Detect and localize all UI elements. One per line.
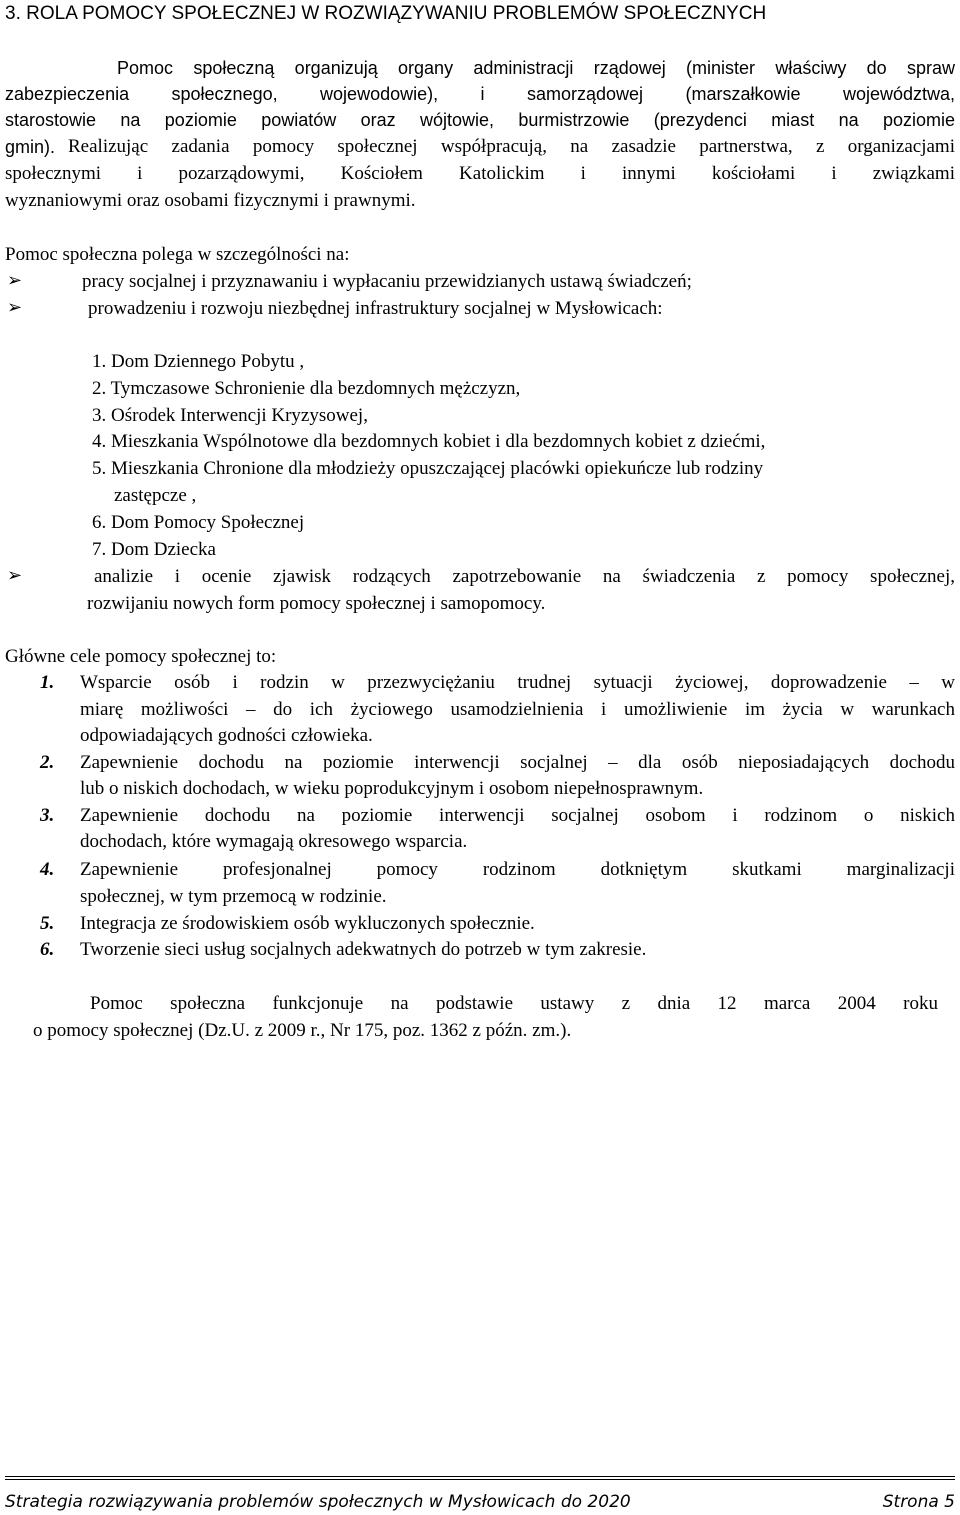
bullet-arrow-icon: ➢	[7, 297, 23, 318]
facility-item: 2. Tymczasowe Schronienie dla bezdomnych mężczyzn,	[92, 378, 521, 399]
facility-item: 6. Dom Pomocy Społecznej	[92, 512, 305, 533]
goal-number: 6.	[40, 939, 55, 960]
intro-line-2: zabezpieczenia społecznego, wojewodowie), i samorządowej (marszałkowie województwa,	[5, 84, 955, 104]
goal-1-line-3: odpowiadających godności człowieka.	[80, 725, 373, 746]
intro-line-1: Pomoc społeczną organizują organy administracji rządowej (minister właściwy do spraw	[117, 58, 955, 78]
bullet-item-2: prowadzeniu i rozwoju niezbędnej infrastruktury socjalnej w Mysłowicach:	[88, 298, 663, 319]
intro-line-5: społecznymi i pozarządowymi, Kościołem Katolickim i innymi kościołami i związkami	[5, 163, 955, 184]
facility-item-continued: zastępcze ,	[114, 485, 197, 506]
closing-line-1: Pomoc społeczna funkcjonuje na podstawie ustawy z dnia 12 marca 2004 roku	[90, 993, 938, 1014]
facility-item: 1. Dom Dziennego Pobytu ,	[92, 351, 305, 372]
goal-4-line-2: społecznej, w tym przemocą w rodzinie.	[80, 886, 387, 907]
bullet-item-1: pracy socjalnej i przyznawaniu i wypłacaniu przewidzianych ustawą świadczeń;	[82, 271, 692, 292]
footer-title: Strategia rozwiązywania problemów społecznych w Mysłowicach do 2020	[5, 1492, 631, 1512]
facility-item: 5. Mieszkania Chronione dla młodzieży opuszczającej placówki opiekuńcze lub rodziny	[92, 458, 764, 479]
intro-line-6: wyznaniowymi oraz osobami fizycznymi i prawnymi.	[5, 190, 416, 211]
goal-number: 5.	[40, 913, 55, 934]
goal-1-line-1: Wsparcie osób i rodzin w przezwyciężaniu trudnej sytuacji życiowej, doprowadzenie – w	[80, 672, 955, 693]
goal-4-line-1: Zapewnienie profesjonalnej pomocy rodzinom dotkniętym skutkami marginalizacji	[80, 859, 955, 880]
facility-item: 7. Dom Dziecka	[92, 539, 216, 560]
goal-number: 1.	[40, 672, 55, 693]
footer-rule	[5, 1479, 955, 1480]
goal-number: 3.	[40, 805, 55, 826]
goal-1-line-2: miarę możliwości – do ich życiowego usamodzielnienia i umożliwienie im życia w warunkach	[80, 699, 955, 720]
page-footer	[5, 1490, 955, 1514]
facility-item: 4. Mieszkania Wspólnotowe dla bezdomnych kobiet i dla bezdomnych kobiet z dziećmi,	[92, 431, 766, 452]
bullet-arrow-icon: ➢	[7, 565, 23, 586]
intro-line-4a: gmin).	[5, 137, 56, 157]
intro-line-3: starostowie na poziomie powiatów oraz wójtowie, burmistrzowie (prezydenci miast na poziomie	[5, 110, 955, 130]
footer-rule	[5, 1476, 955, 1477]
goal-2-line-1: Zapewnienie dochodu na poziomie interwencji socjalnej – dla osób nieposiadających dochodu	[80, 752, 955, 773]
goal-number: 4.	[40, 859, 55, 880]
footer-page-number: Strona 5	[882, 1492, 955, 1512]
goals-intro: Główne cele pomocy społecznej to:	[5, 646, 277, 667]
section-heading: 3. ROLA POMOCY SPOŁECZNEJ W ROZWIĄZYWANIU PROBLEMÓW SPOŁECZNYCH	[5, 3, 767, 24]
consists-intro: Pomoc społeczna polega w szczególności na:	[5, 244, 350, 265]
goal-3-line-1: Zapewnienie dochodu na poziomie interwencji socjalnej osobom i rodzinom o niskich	[80, 805, 955, 826]
closing-line-2: o pomocy społecznej (Dz.U. z 2009 r., Nr 175, poz. 1362 z późn. zm.).	[33, 1020, 572, 1041]
facility-item: 3. Ośrodek Interwencji Kryzysowej,	[92, 405, 368, 426]
goal-3-line-2: dochodach, które wymagają okresowego wsparcia.	[80, 831, 468, 852]
bullet-item-3: analizie i ocenie zjawisk rodzących zapotrzebowanie na świadczenia z pomocy społecznej,	[94, 566, 955, 587]
goal-number: 2.	[40, 752, 55, 773]
goal-5-line-1: Integracja ze środowiskiem osób wykluczonych społecznie.	[80, 913, 535, 934]
bullet-arrow-icon: ➢	[7, 270, 23, 291]
intro-line-4b: Realizując zadania pomocy społecznej współpracują, na zasadzie partnerstwa, z organizacjami	[68, 136, 955, 157]
goal-2-line-2: lub o niskich dochodach, w wieku poprodukcyjnym i osobom niepełnosprawnym.	[80, 778, 704, 799]
bullet-item-3-continued: rozwijaniu nowych form pomocy społecznej i samopomocy.	[87, 593, 546, 614]
goal-6-line-1: Tworzenie sieci usług socjalnych adekwatnych do potrzeb w tym zakresie.	[80, 939, 647, 960]
